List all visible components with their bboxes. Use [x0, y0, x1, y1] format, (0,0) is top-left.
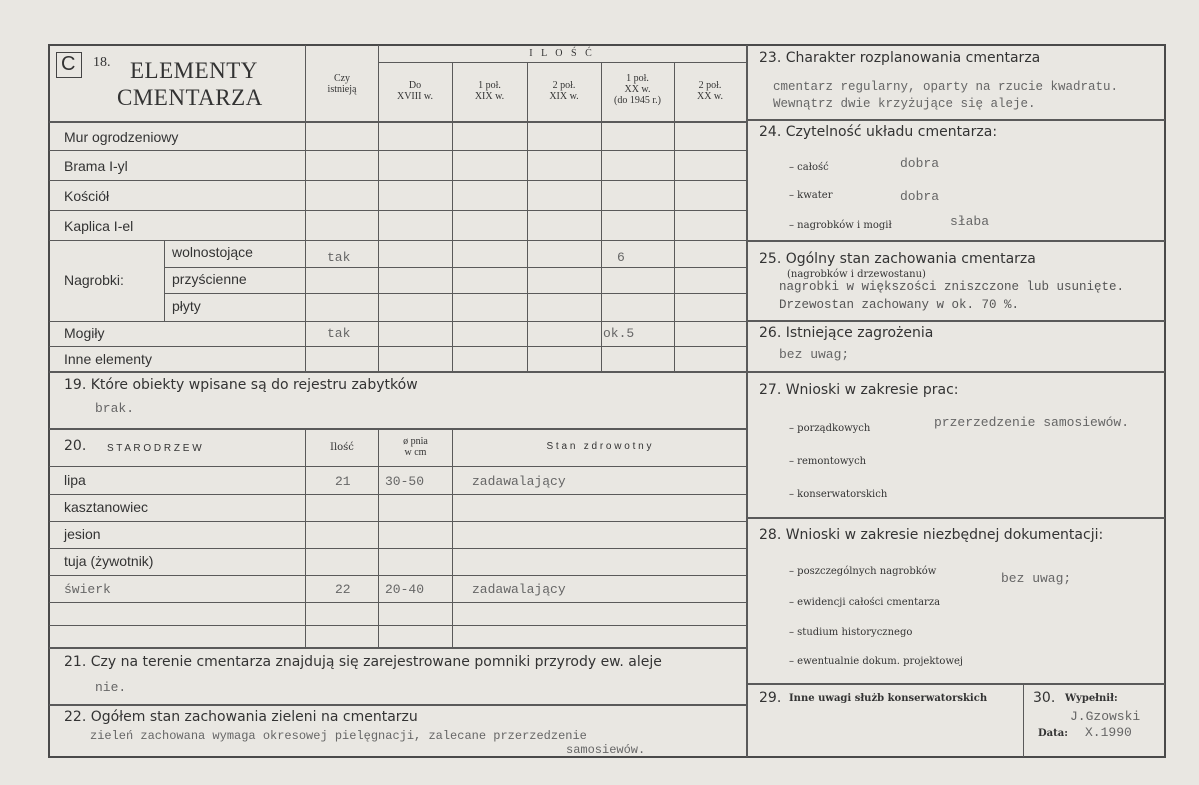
- s27-item: – remontowych: [789, 456, 867, 467]
- s27-item: – konserwatorskich: [789, 489, 888, 500]
- s23-line2: Wewnątrz dwie krzyżujące się aleje.: [773, 97, 1036, 111]
- element-row-label: Kościół: [64, 188, 110, 204]
- col-period: 1 poł. XX w. (do 1945 r.): [614, 73, 661, 106]
- s20-col-ilosc: Ilość: [330, 442, 354, 453]
- element-row-label: Inne elementy: [64, 351, 152, 367]
- section-letter: C: [61, 53, 76, 75]
- element-row-label: Kaplica I-el: [64, 218, 134, 234]
- wolnostojace-exists: tak: [327, 250, 351, 265]
- tree-state: zadawalający: [472, 582, 566, 597]
- s30-number: 30.: [1033, 690, 1056, 706]
- s24-item-label: – nagrobków i mogił: [789, 220, 892, 231]
- mogily-exists: tak: [327, 326, 351, 341]
- element-row-label: płyty: [172, 298, 201, 314]
- s24-item-label: – całość: [789, 162, 829, 173]
- s25-line2: Drzewostan zachowany w ok. 70 %.: [779, 298, 1020, 312]
- s20-col-pnia: ø pnia w cm: [403, 436, 428, 458]
- section-title-line1: ELEMENTY: [130, 58, 258, 83]
- tree-name: tuja (żywotnik): [64, 553, 154, 569]
- s27-title: 27. Wnioski w zakresie prac:: [759, 382, 959, 398]
- s27-answer: przerzedzenie samosiewów.: [934, 415, 1130, 430]
- s25-title: 25. Ogólny stan zachowania cmentarza: [759, 251, 1036, 267]
- nagrobki-label: Nagrobki:: [64, 272, 124, 288]
- col-czy-istnieja: Czy istnieją: [327, 73, 357, 95]
- tree-name: jesion: [64, 526, 101, 542]
- s28-item: – poszczególnych nagrobków: [789, 566, 937, 577]
- tree-state: zadawalający: [472, 474, 566, 489]
- col-period: 2 poł. XIX w.: [549, 80, 579, 102]
- element-row-label: Mogiły: [64, 325, 105, 341]
- s24-title: 24. Czytelność układu cmentarza:: [759, 124, 998, 140]
- s20-col-stan: S t a n z d r o w o t n y: [546, 441, 652, 452]
- s26-title: 26. Istniejące zagrożenia: [759, 325, 934, 341]
- element-row-label: Mur ogrodzeniowy: [64, 129, 179, 145]
- s22-answer-line2: samosiewów.: [566, 743, 646, 757]
- s21-title: 21. Czy na terenie cmentarza znajdują się zarejestrowane pomniki przyrody ew. aleje: [64, 654, 662, 670]
- section-number: 18.: [93, 55, 111, 70]
- tree-diameter: 30-50: [385, 474, 425, 489]
- tree-name: lipa: [64, 472, 86, 488]
- s23-title: 23. Charakter rozplanowania cmentarza: [759, 50, 1041, 66]
- s20-title: S T A R O D R Z E W: [107, 443, 202, 454]
- s21-answer: nie.: [95, 680, 127, 695]
- s22-title: 22. Ogółem stan zachowania zieleni na cmentarzu: [64, 709, 418, 725]
- s28-title: 28. Wnioski w zakresie niezbędnej dokumentacji:: [759, 527, 1104, 543]
- tree-name: świerk: [64, 582, 111, 597]
- s28-item: – ewentualnie dokum. projektowej: [789, 656, 964, 667]
- s24-item-label: – kwater: [789, 190, 833, 201]
- s28-answer: bez uwag;: [1001, 571, 1072, 586]
- s19-answer: brak.: [95, 401, 135, 416]
- s27-item: – porządkowych: [789, 423, 871, 434]
- s30-date-label: Data:: [1038, 728, 1068, 739]
- col-period: Do XVIII w.: [396, 80, 433, 102]
- s24-item-value: dobra: [900, 189, 940, 204]
- tree-count: 21: [335, 474, 351, 489]
- element-row-label: wolnostojące: [172, 244, 253, 260]
- s30-name: J.Gzowski: [1070, 709, 1141, 724]
- wolnostojace-count: 6: [617, 250, 625, 265]
- tree-count: 22: [335, 582, 351, 597]
- tree-diameter: 20-40: [385, 582, 425, 597]
- s22-answer-line1: zieleń zachowana wymaga okresowej pielęgnacji, zalecane przerzedzenie: [90, 729, 587, 743]
- col-period: 1 poł. XIX w.: [474, 80, 505, 102]
- s25-subtitle: (nagrobków i drzewostanu): [787, 269, 926, 280]
- s24-item-value: dobra: [900, 156, 940, 171]
- tree-name: kasztanowiec: [64, 499, 149, 515]
- section-title-line2: CMENTARZA: [117, 85, 263, 110]
- element-row-label: Brama I-yl: [64, 158, 128, 174]
- element-row-label: przyścienne: [172, 271, 247, 287]
- inventory-card: [48, 44, 1166, 758]
- mogily-count: ok.5: [603, 326, 635, 341]
- s30-label: Wypełnił:: [1065, 693, 1118, 704]
- col-ilosc: I L O Ś Ć: [529, 48, 595, 59]
- s25-line1: nagrobki w większości zniszczone lub usunięte.: [779, 280, 1125, 294]
- s26-answer: bez uwag;: [779, 347, 850, 362]
- s24-item-value: słaba: [950, 214, 990, 229]
- s28-item: – studium historycznego: [789, 627, 913, 638]
- col-period: 2 poł. XX w.: [696, 80, 723, 102]
- s19-title: 19. Które obiekty wpisane są do rejestru zabytków: [64, 377, 418, 393]
- s20-number: 20.: [64, 438, 87, 454]
- s30-date: X.1990: [1085, 725, 1132, 740]
- s23-line1: cmentarz regularny, oparty na rzucie kwadratu.: [773, 80, 1119, 94]
- s29-title: Inne uwagi służb konserwatorskich: [789, 693, 988, 704]
- s28-item: – ewidencji całości cmentarza: [789, 597, 941, 608]
- s29-number: 29.: [759, 690, 782, 706]
